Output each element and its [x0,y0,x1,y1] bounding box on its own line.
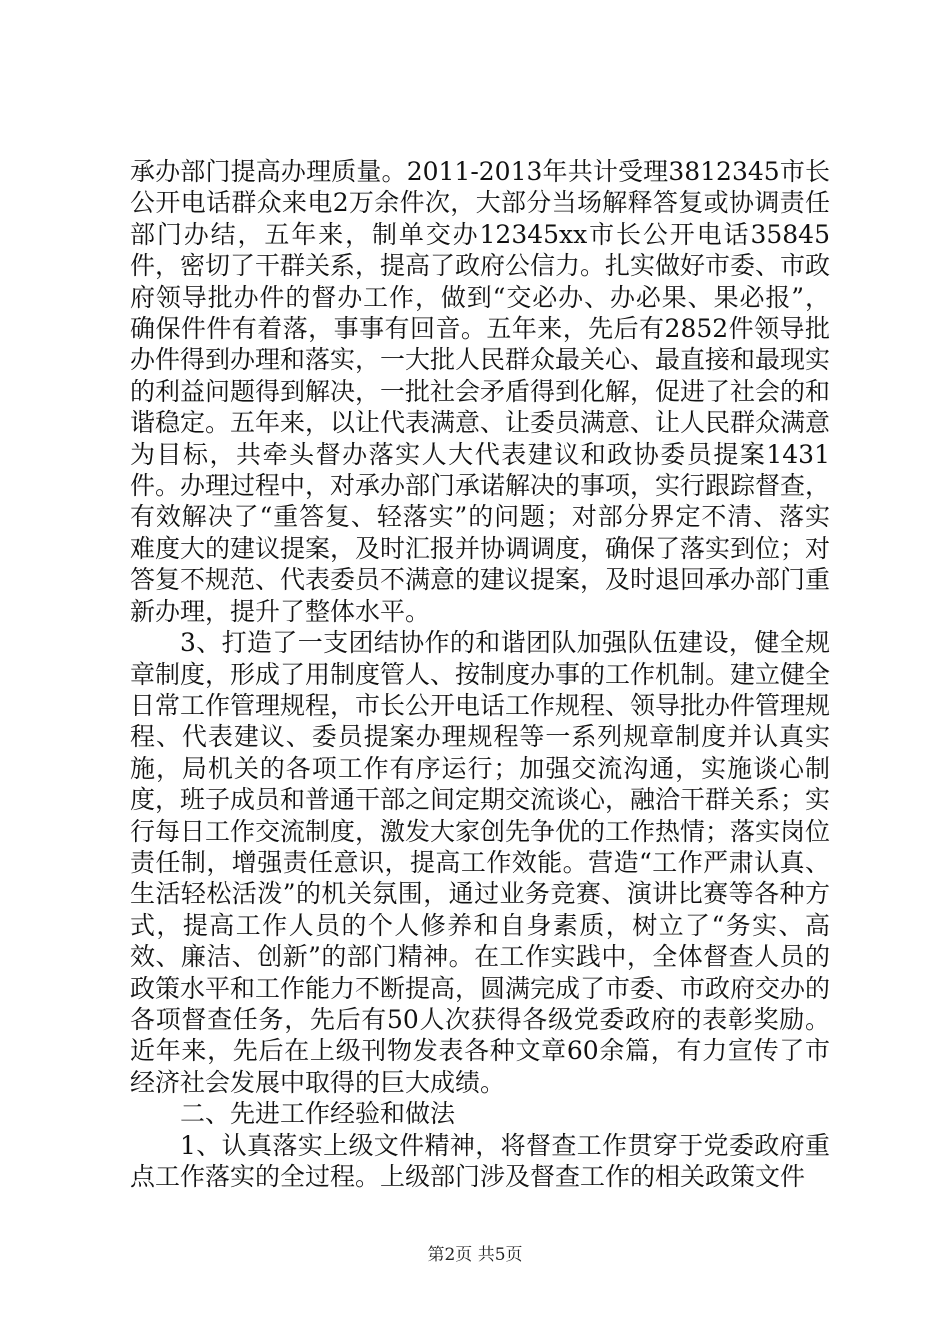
paragraph-continued: 承办部门提高办理质量。2011-2013年共计受理3812345市长公开电话群众来电2万余件次，大部分当场解释答复或协调责任部门办结，五年来，制单交办12345xx市长公开电话35845件，密切了干群关系，提高了政府公信力。扎实做好市委、市政府领导批办件的督办工作，做到“交必办、办必果、果必报”，确保件件有着落，事事有回音。五年来，先后有2852件领导批办件得到办理和落实，一大批人民群众最关心、最直接和最现实的利益问题得到解决，一批社会矛盾得到化解，促进了社会的和谐稳定。五年来，以让代表满意、让委员满意、让人民群众满意为目标，共牵头督办落实人大代表建议和政协委员提案1431件。办理过程中，对承办部门承诺解决的事项，实行跟踪督查，有效解决了“重答复、轻落实”的问题；对部分界定不清、落实难度大的建议提案，及时汇报并协调调度，确保了落实到位；对答复不规范、代表委员不满意的建议提案，及时退回承办部门重新办理，提升了整体水平。 [130,157,831,626]
section-heading-experience: 二、先进工作经验和做法 [180,1099,456,1129]
paragraph-implement-documents: 1、认真落实上级文件精神，将督查工作贯穿于党委政府重点工作落实的全过程。上级部门涉及督查工作的相关政策文件 [130,1130,830,1191]
page-number-footer: 第2页 共5页 [427,1245,523,1265]
paragraph-team-building: 3、打造了一支团结协作的和谐团队加强队伍建设，健全规章制度，形成了用制度管人、按制度办事的工作机制。建立健全日常工作管理规程，市长公开电话工作规程、领导批办件管理规程、代表建议、委员提案办理规程等一系列规章制度并认真实施，局机关的各项工作有序运行；加强交流沟通，实施谈心制度，班子成员和普通干部之间定期交流谈心，融洽干群关系；实行每日工作交流制度，激发大家创先争优的工作热情；落实岗位责任制，增强责任意识，提高工作效能。营造“工作严肃认真、生活轻松活泼”的机关氛围，通过业务竞赛、演讲比赛等各种方式，提高工作人员的个人修养和自身素质，树立了“务实、高效、廉洁、创新”的部门精神。在工作实践中，全体督查人员的政策水平和工作能力不断提高，圆满完成了市委、市政府交办的各项督查任务，先后有50人次获得各级党委政府的表彰奖励。近年来，先后在上级刊物发表各种文章60余篇，有力宣传了市经济社会发展中取得的巨大成绩。 [130,628,831,1097]
document-body [130,156,830,1192]
